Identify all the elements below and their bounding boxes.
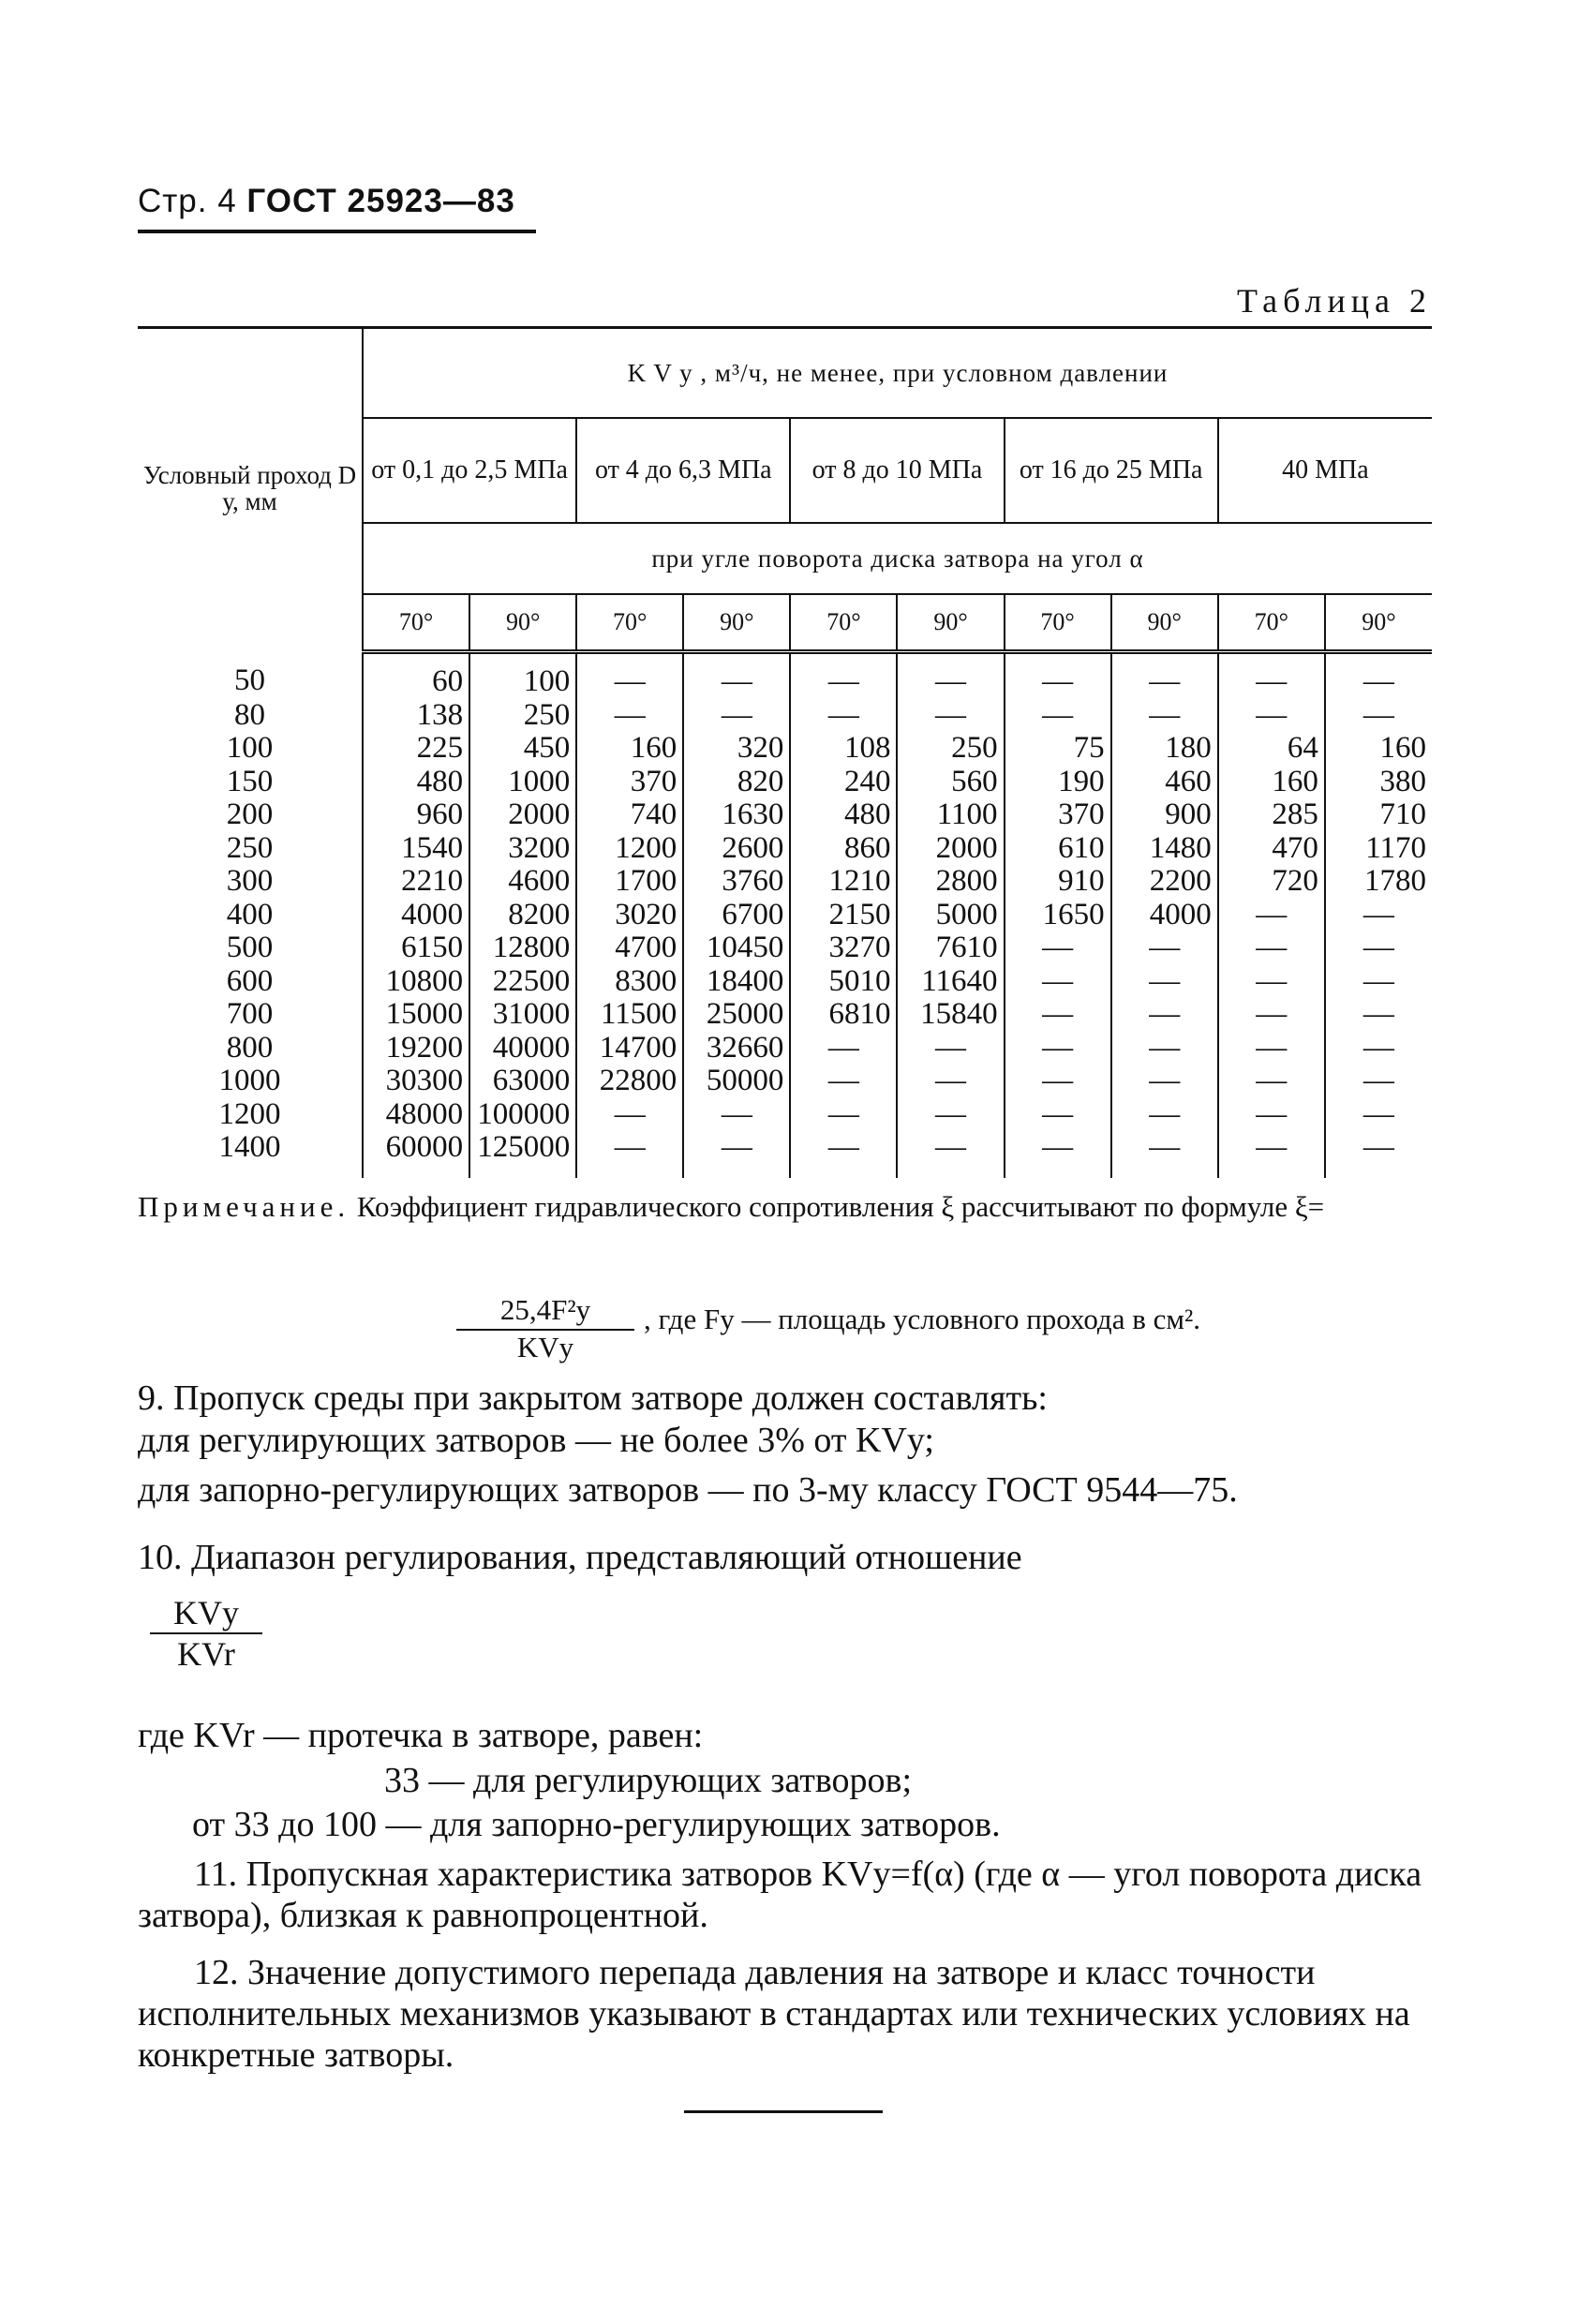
flow-value-cell: 1000 [469, 766, 576, 799]
formula-denominator: KVу [516, 1331, 574, 1363]
flow-value-cell: 2200 [1111, 865, 1218, 899]
flow-value-cell: — [897, 1065, 1004, 1098]
range-numerator: KVу [150, 1593, 262, 1634]
flow-value-cell: 4700 [576, 931, 683, 965]
flow-value-cell: — [1111, 1131, 1218, 1178]
flow-value-cell: — [1218, 1098, 1325, 1132]
flow-value-cell: — [1362, 1096, 1394, 1131]
flow-value-cell: 5000 [897, 899, 1004, 932]
paragraph-10-line-4: от 33 до 100 — для запорно-регулирующих затворов. [192, 1805, 1001, 1844]
flow-value-cell: 1540 [363, 832, 469, 866]
flow-value-cell: 250 [469, 699, 576, 733]
table-row [138, 732, 1432, 766]
flow-value-cell: 900 [1111, 798, 1218, 832]
flow-value-cell: 3760 [683, 865, 790, 899]
range-denominator: KVr [177, 1635, 235, 1673]
flow-value-cell: — [897, 1032, 1004, 1065]
flow-value-cell: — [1111, 998, 1218, 1032]
flow-value-cell: — [1362, 897, 1394, 931]
paragraph-9-line-2: для регулирующих затворов — не более 3% от KVу; [138, 1421, 934, 1460]
table-row [138, 998, 1432, 1032]
flow-value-cell: 4000 [1111, 899, 1218, 932]
flow-value-cell: — [683, 1131, 790, 1178]
flow-value-cell: 8300 [576, 965, 683, 999]
table-row [138, 1131, 1432, 1178]
pressure-group-header: от 16 до 25 МПа [1005, 418, 1218, 523]
angle-header-cell: 70° [576, 594, 683, 652]
pressure-group-header: 40 МПа [1218, 418, 1432, 523]
table-row [138, 931, 1432, 965]
angle-header-cell: 70° [790, 594, 897, 652]
flow-value-cell: 11640 [897, 965, 1004, 999]
flow-value-cell: 480 [790, 798, 897, 832]
flow-value-cell: 1650 [1005, 899, 1111, 932]
flow-value-cell: 6150 [363, 931, 469, 965]
flow-value-cell: 380 [1379, 764, 1426, 798]
flow-value-cell: 125000 [469, 1131, 576, 1178]
flow-value-cell: — [576, 652, 683, 699]
flow-value-cell: — [1005, 699, 1111, 733]
formula-tail: , где Fу — площадь условного прохода в см². [644, 1303, 1201, 1335]
flow-value-cell: 19200 [363, 1032, 469, 1065]
flow-value-cell: — [897, 1098, 1004, 1132]
flow-value-cell: — [1111, 1098, 1218, 1132]
flow-value-cell: 610 [1005, 832, 1111, 866]
pressure-group-header: от 8 до 10 МПа [790, 418, 1004, 523]
flow-coefficient-table [138, 326, 1432, 1178]
flow-value-cell: — [683, 699, 790, 733]
flow-value-cell: 370 [576, 766, 683, 799]
flow-value-cell: 48000 [363, 1098, 469, 1132]
table-row [138, 965, 1432, 999]
angle-header-cell: 90° [469, 594, 576, 652]
formula-fraction [456, 1293, 634, 1364]
flow-value-cell: 22800 [576, 1065, 683, 1098]
flow-value-cell: 108 [790, 732, 897, 766]
flow-value-cell: 50000 [683, 1065, 790, 1098]
flow-value-cell: — [1362, 963, 1394, 998]
flow-value-cell: 740 [576, 798, 683, 832]
flow-value-cell: — [1362, 697, 1394, 732]
flow-value-cell: — [1362, 1030, 1394, 1065]
nominal-diameter-cell: 250 [138, 832, 363, 866]
note-label: Примечание. [138, 1190, 350, 1223]
flow-value-cell: 3200 [469, 832, 576, 866]
nominal-diameter-cell: 800 [138, 1032, 363, 1065]
flow-value-cell: 180 [1111, 732, 1218, 766]
flow-value-cell: 2150 [790, 899, 897, 932]
flow-value-cell: 2600 [683, 832, 790, 866]
pressure-group-header: от 4 до 6,3 МПа [576, 418, 790, 523]
nominal-diameter-cell: 200 [138, 798, 363, 832]
flow-value-cell: — [1362, 1064, 1394, 1097]
flow-value-cell: 1630 [683, 798, 790, 832]
flow-value-cell: — [1218, 1131, 1325, 1178]
flow-value-cell: 10800 [363, 965, 469, 999]
flow-value-cell: 2000 [469, 798, 576, 832]
flow-value-cell: 560 [897, 766, 1004, 799]
flow-value-cell: 480 [363, 766, 469, 799]
flow-value-cell: — [1218, 652, 1325, 699]
table-container [138, 326, 1432, 1178]
flow-value-cell: 100 [469, 652, 576, 699]
flow-value-cell: — [1111, 931, 1218, 965]
flow-value-cell: 160 [1218, 766, 1325, 799]
table-row [138, 1032, 1432, 1065]
nominal-diameter-cell: 80 [138, 699, 363, 733]
nominal-diameter-cell: 500 [138, 931, 363, 965]
flow-value-cell: — [1005, 652, 1111, 699]
flow-value-cell: 40000 [469, 1032, 576, 1065]
flow-value-cell: 31000 [469, 998, 576, 1032]
flow-value-cell: — [1218, 1032, 1325, 1065]
nominal-diameter-cell: 100 [138, 732, 363, 766]
flow-value-cell: — [1005, 1098, 1111, 1132]
flow-value-cell: 960 [363, 798, 469, 832]
flow-value-cell: 5010 [790, 965, 897, 999]
nominal-diameter-cell: 300 [138, 865, 363, 899]
flow-value-cell: 2800 [897, 865, 1004, 899]
flow-value-cell: 6810 [790, 998, 897, 1032]
flow-value-cell: 710 [1379, 797, 1426, 831]
flow-value-cell: — [897, 652, 1004, 699]
page-header [138, 183, 515, 220]
flow-value-cell: — [1111, 1032, 1218, 1065]
flow-value-cell: 160 [1379, 731, 1426, 765]
table-note [138, 1190, 1432, 1224]
nominal-diameter-cell: 150 [138, 766, 363, 799]
angle-header-cell: 90° [1111, 594, 1218, 652]
flow-value-cell: 12800 [469, 931, 576, 965]
flow-value-cell: 3270 [790, 931, 897, 965]
flow-value-cell: 60 [363, 652, 469, 699]
page-number: Стр. 4 [138, 183, 237, 219]
paragraph-10-line-1: 10. Диапазон регулирования, представляющий отношение [138, 1538, 1022, 1577]
table-row [138, 899, 1432, 932]
table-row [138, 865, 1432, 899]
flow-value-cell: 63000 [469, 1065, 576, 1098]
nominal-diameter-cell: 700 [138, 998, 363, 1032]
flow-value-cell: — [683, 652, 790, 699]
flow-value-cell: 60000 [363, 1131, 469, 1178]
flow-value-cell: 450 [469, 732, 576, 766]
angle-header-cell: 70° [1218, 594, 1325, 652]
flow-value-cell: — [1111, 965, 1218, 999]
flow-value-cell: 64 [1218, 732, 1325, 766]
flow-value-cell: 370 [1005, 798, 1111, 832]
flow-value-cell: 8200 [469, 899, 576, 932]
flow-value-cell: 1200 [576, 832, 683, 866]
note-text: Коэффициент гидравлического сопротивления ξ рассчитывают по формуле ξ= [356, 1190, 1325, 1223]
end-rule [684, 2110, 883, 2113]
flow-value-cell: — [790, 699, 897, 733]
paragraph-9-line-1: 9. Пропуск среды при закрытом затворе должен составлять: [138, 1378, 1048, 1418]
range-fraction [150, 1593, 262, 1674]
row-header: Условный проход D у, мм [138, 328, 363, 652]
flow-value-cell: 160 [576, 732, 683, 766]
flow-value-cell: — [897, 699, 1004, 733]
flow-value-cell: — [576, 1131, 683, 1178]
flow-value-cell: 470 [1218, 832, 1325, 866]
flow-value-cell: — [1362, 664, 1394, 698]
nominal-diameter-cell: 1200 [138, 1098, 363, 1132]
paragraph-10-line-2: где KVr — протечка в затворе, равен: [138, 1716, 704, 1755]
flow-value-cell: — [1218, 899, 1325, 932]
flow-value-cell: 32660 [683, 1032, 790, 1065]
table-row [138, 652, 1432, 699]
flow-value-cell: 2210 [363, 865, 469, 899]
flow-value-cell: 4000 [363, 899, 469, 932]
flow-value-cell: — [1218, 699, 1325, 733]
angle-header: при угле поворота диска затвора на угол α [363, 523, 1432, 594]
flow-value-cell: 1100 [897, 798, 1004, 832]
nominal-diameter-cell: 50 [138, 652, 363, 699]
flow-value-cell: — [790, 1098, 897, 1132]
flow-value-cell: 11500 [576, 998, 683, 1032]
flow-value-cell: — [1111, 1065, 1218, 1098]
flow-value-cell: 4600 [469, 865, 576, 899]
flow-value-cell: 1170 [1365, 830, 1426, 865]
flow-value-cell: — [1111, 699, 1218, 733]
header-rule [138, 230, 536, 233]
paragraph-12: 12. Значение допустимого перепада давления на затворе и класс точности исполнительных механизмов указывают в стандартах или технических условиях на конкретные затворы. [138, 1953, 1410, 2075]
flow-value-cell: 1480 [1111, 832, 1218, 866]
flow-value-cell: 190 [1005, 766, 1111, 799]
flow-value-cell: 22500 [469, 965, 576, 999]
flow-value-cell: 3020 [576, 899, 683, 932]
nominal-diameter-cell: 600 [138, 965, 363, 999]
nominal-diameter-cell: 400 [138, 899, 363, 932]
flow-value-cell: 18400 [683, 965, 790, 999]
flow-value-cell: — [1218, 998, 1325, 1032]
flow-value-cell: 2000 [897, 832, 1004, 866]
flow-value-cell: 25000 [683, 998, 790, 1032]
flow-value-cell: 75 [1005, 732, 1111, 766]
flow-value-cell: — [1218, 965, 1325, 999]
paragraph-10-line-3: 33 — для регулирующих затворов; [384, 1761, 913, 1800]
flow-value-cell: — [1362, 931, 1394, 964]
flow-value-cell: 460 [1111, 766, 1218, 799]
standard-number: ГОСТ 25923—83 [246, 183, 515, 219]
flow-value-cell: 100000 [469, 1098, 576, 1132]
angle-header-cell: 90° [897, 594, 1004, 652]
paragraph-11: 11. Пропускная характеристика затворов KVу=f(α) (где α — угол поворота диска затвора), близкая к равнопроцентной. [138, 1855, 1422, 1935]
table-row [138, 798, 1432, 832]
table-row [138, 766, 1432, 799]
flow-value-cell: — [1005, 931, 1111, 965]
angle-header-cell: 90° [1325, 594, 1432, 652]
flow-value-cell: 7610 [897, 931, 1004, 965]
flow-value-cell: 860 [790, 832, 897, 866]
flow-value-cell: — [790, 652, 897, 699]
table-caption: Таблица 2 [1237, 282, 1432, 320]
flow-value-cell: 14700 [576, 1032, 683, 1065]
flow-value-cell: 138 [363, 699, 469, 733]
table-row [138, 1065, 1432, 1098]
flow-value-cell: — [1005, 1032, 1111, 1065]
angle-header-cell: 90° [683, 594, 790, 652]
flow-value-cell: 720 [1218, 865, 1325, 899]
flow-value-cell: — [1362, 1130, 1394, 1164]
flow-value-cell: 320 [683, 732, 790, 766]
flow-value-cell: — [897, 1131, 1004, 1178]
table-row [138, 1098, 1432, 1132]
flow-value-cell: 6700 [683, 899, 790, 932]
flow-value-cell: 820 [683, 766, 790, 799]
flow-value-cell: — [1005, 1131, 1111, 1178]
pressure-group-header: от 0,1 до 2,5 МПа [363, 418, 576, 523]
nominal-diameter-cell: 1000 [138, 1065, 363, 1098]
flow-value-cell: — [576, 699, 683, 733]
flow-value-cell: 1700 [576, 865, 683, 899]
angle-header-cell: 70° [1005, 594, 1111, 652]
flow-value-cell: 30300 [363, 1065, 469, 1098]
flow-value-cell: 1780 [1364, 864, 1426, 898]
flow-value-cell: 250 [897, 732, 1004, 766]
flow-value-cell: — [1005, 965, 1111, 999]
flow-value-cell: — [790, 1032, 897, 1065]
flow-value-cell: 285 [1218, 798, 1325, 832]
flow-value-cell: — [1005, 1065, 1111, 1098]
flow-value-cell: — [790, 1065, 897, 1098]
flow-value-cell: — [576, 1098, 683, 1132]
flow-value-cell: — [1111, 652, 1218, 699]
nominal-diameter-cell: 1400 [138, 1131, 363, 1178]
flow-value-cell: — [790, 1131, 897, 1178]
flow-value-cell: 15000 [363, 998, 469, 1032]
flow-value-cell: — [1362, 997, 1394, 1031]
flow-value-cell: 225 [363, 732, 469, 766]
paragraph-9-line-3: для запорно-регулирующих затворов — по 3-му классу ГОСТ 9544—75. [138, 1470, 1238, 1510]
flow-value-cell: — [683, 1098, 790, 1132]
flow-value-cell: 1210 [790, 865, 897, 899]
angle-header-cell: 70° [363, 594, 469, 652]
flow-value-cell: — [1005, 998, 1111, 1032]
flow-value-cell: — [1218, 931, 1325, 965]
flow-value-cell: 910 [1005, 865, 1111, 899]
formula-numerator: 25,4F²у [456, 1293, 634, 1331]
column-header: K V у , м³/ч, не менее, при условном давлении [363, 328, 1432, 419]
flow-value-cell: — [1218, 1065, 1325, 1098]
flow-value-cell: 10450 [683, 931, 790, 965]
flow-value-cell: 240 [790, 766, 897, 799]
table-row [138, 699, 1432, 733]
flow-value-cell: 15840 [897, 998, 1004, 1032]
table-row [138, 832, 1432, 866]
